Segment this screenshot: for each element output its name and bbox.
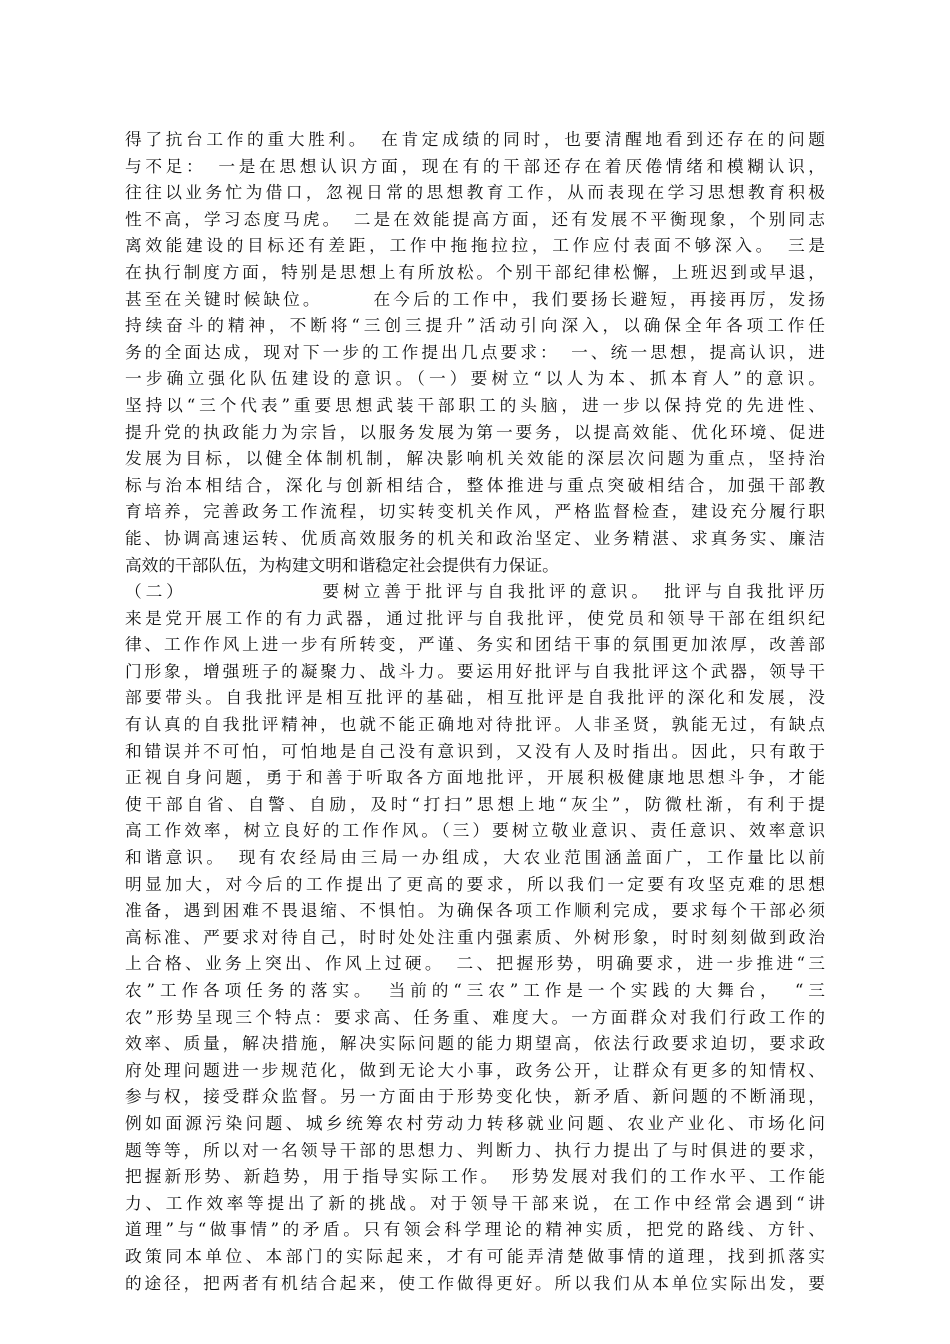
text-line: 务的全面达成，现对下一步的工作提出几点要求： 一、统一思想，提高认识，进 (125, 341, 825, 362)
text-line: 明显加大，对今后的工作提出了更高的要求，所以我们一定要有攻坚克难的思想 (125, 873, 825, 894)
text-line: 标与治本相结合，深化与创新相结合，整体推进与重点突破相结合，加强干部教 (125, 474, 825, 495)
text-line: 发展为目标，以健全体制机制，解决影响机关效能的深层次问题为重点，坚持治 (125, 448, 825, 469)
text-line: 往往以业务忙为借口，忽视日常的思想教育工作，从而表现在学习思想教育积极 (125, 182, 825, 203)
text-line: 在执行制度方面，特别是思想上有所放松。个别干部纪律松懈，上班迟到或早退， (125, 261, 825, 282)
text-line: 农”工作各项任务的落实。 当前的“三农”工作是一个实践的大舞台， “三 (125, 980, 825, 1000)
text-line: 离效能建设的目标还有差距，工作中拖拖拉拉，工作应付表面不够深入。 三是 (125, 235, 825, 256)
text-line: 府处理问题进一步规范化，做到无论大小事，政务公开，让群众有更多的知情权、 (125, 1059, 825, 1080)
text-line: 和错误并不可怕，可怕地是自己没有意识到，又没有人及时指出。因此，只有敢于 (125, 740, 825, 761)
text-line: 农”形势呈现三个特点：要求高、任务重、难度大。一方面群众对我们行政工作的 (125, 1006, 825, 1027)
text-line: 持续奋斗的精神，不断将“三创三提升”活动引向深入，以确保全年各项工作任 (125, 315, 825, 336)
text-line: 例如面源污染问题、城乡统筹农村劳动力转移就业问题、农业产业化、市场化问 (125, 1112, 825, 1133)
text-line: 高标准、严要求对待自己，时时处处注重内强素质、外树形象，时时刻刻做到政治 (125, 926, 825, 947)
text-line: 高效的干部队伍，为构建文明和谐稳定社会提供有力保证。 (125, 554, 559, 575)
text-line: 能、协调高速运转、优质高效服务的机关和政治坚定、业务精湛、求真务实、廉洁 (125, 527, 825, 548)
text-line: 和谐意识。 现有农经局由三局一办组成，大农业范围涵盖面广，工作量比以前 (125, 847, 825, 868)
text-line: 道理”与“做事情”的矛盾。只有领会科学理论的精神实质，把党的路线、方针、 (125, 1219, 825, 1240)
text-line: 来是党开展工作的有力武器，通过批评与自我批评，使党员和领导干部在组织纪 (125, 607, 825, 628)
text-line: 的途径，把两者有机结合起来，使工作做得更好。所以我们从本单位实际出发，要 (125, 1272, 825, 1293)
text-line: 一步确立强化队伍建设的意识。（一）要树立“以人为本、抓本育人”的意识。 (125, 368, 825, 389)
text-line: 参与权，接受群众监督。另一方面由于形势变化快，新矛盾、新问题的不断涌现， (125, 1086, 825, 1107)
text-line: 把握新形势、新趋势，用于指导实际工作。 形势发展对我们的工作水平、工作能 (125, 1166, 825, 1187)
text-line: 题等等，所以对一名领导干部的思想力、判断力、执行力提出了与时俱进的要求， (125, 1139, 825, 1160)
text-line: 与不足： 一是在思想认识方面，现在有的干部还存在着厌倦情绪和模糊认识， (125, 155, 825, 176)
text-line: 力、工作效率等提出了新的挑战。对于领导干部来说，在工作中经常会遇到“讲 (125, 1192, 825, 1213)
text-line: 提升党的执政能力为宗旨，以服务发展为第一要务，以提高效能、优化环境、促进 (125, 421, 825, 442)
text-line: 得了抗台工作的重大胜利。 在肯定成绩的同时，也要清醒地看到还存在的问题 (125, 129, 825, 149)
document-body (125, 126, 825, 1296)
text-line: 正视自身问题，勇于和善于听取各方面地批评，开展积极健康地思想斗争，才能 (125, 767, 825, 788)
text-line: 政策同本单位、本部门的实际起来，才有可能弄清楚做事情的道理，找到抓落实 (125, 1245, 825, 1266)
text-line: 使干部自省、自警、自励，及时“打扫”思想上地“灰尘”，防微杜渐，有利于提 (125, 793, 825, 814)
text-line: 育培养，完善政务工作流程，切实转变机关作风，严格监督检查，建设充分履行职 (125, 501, 825, 522)
text-line: 坚持以“三个代表”重要思想武装干部职工的头脑，进一步以保持党的先进性、 (125, 394, 825, 415)
text-line: 准备，遇到困难不畏退缩、不惧怕。为确保各项工作顺利完成，要求每个干部必须 (125, 900, 825, 921)
text-line: 门形象，增强班子的凝聚力、战斗力。要运用好批评与自我批评这个武器，领导干 (125, 660, 825, 681)
text-line: 高工作效率，树立良好的工作作风。（三）要树立敬业意识、责任意识、效率意识 (125, 820, 825, 841)
text-line: 效率、质量，解决措施，解决实际问题的能力期望高，依法行政要求迫切，要求政 (125, 1033, 825, 1054)
text-line: 有认真的自我批评精神，也就不能正确地对待批评。人非圣贤，孰能无过，有缺点 (125, 714, 825, 735)
text-line: 部要带头。自我批评是相互批评的基础，相互批评是自我批评的深化和发展，没 (125, 687, 825, 708)
text-line: 性不高，学习态度马虎。 二是在效能提高方面，还有发展不平衡现象，个别同志 (125, 208, 825, 229)
text-line: 律、工作作风上进一步有所转变，严谨、务实和团结干事的氛围更加浓厚，改善部 (125, 634, 825, 655)
text-line: （二） 要树立善于批评与自我批评的意识。 批评与自我批评历 (125, 581, 825, 602)
text-line: 上合格、业务上突出、作风上过硬。 二、把握形势，明确要求，进一步推进“三 (125, 953, 825, 974)
text-line: 甚至在关键时候缺位。 在今后的工作中，我们要扬长避短，再接再厉，发扬 (125, 288, 825, 309)
